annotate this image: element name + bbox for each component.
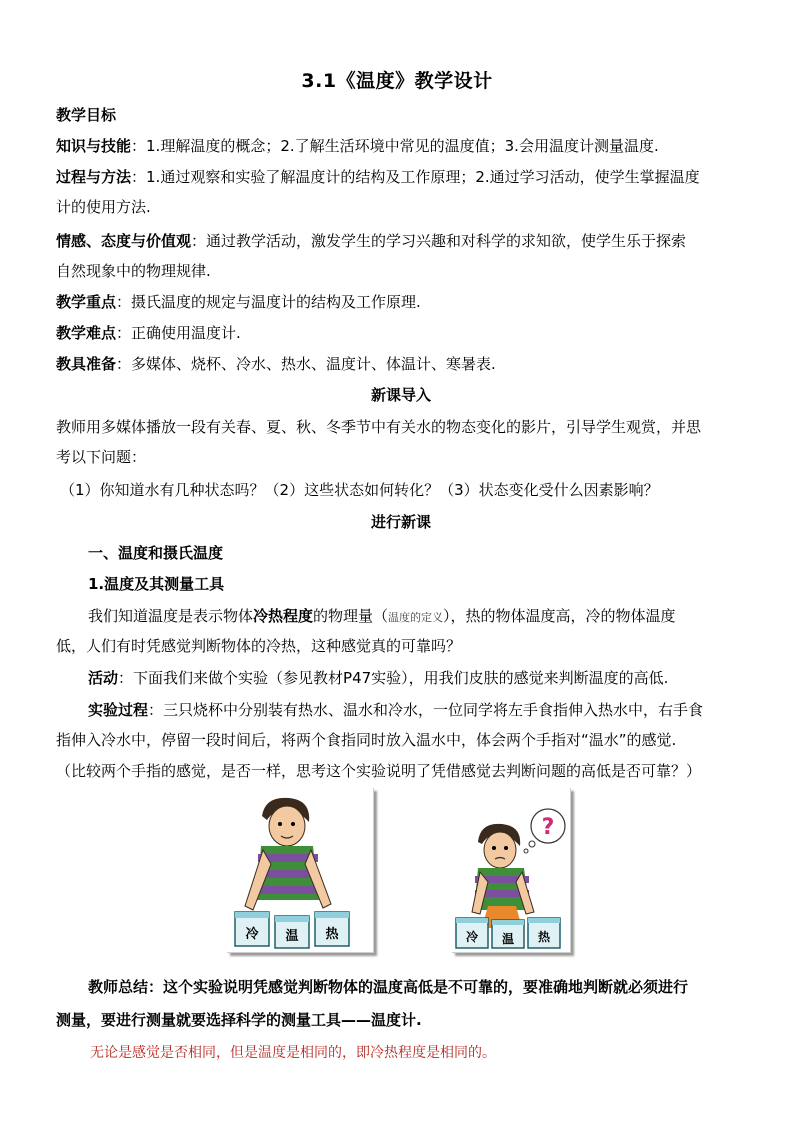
objectives-heading: 教学目标 [56, 106, 117, 124]
emotion-text-2: 自然现象中的物理规律. [56, 262, 211, 280]
experiment-line [88, 700, 778, 720]
difficulty-label: 教学难点 [56, 324, 117, 342]
beaker-label-hot: 热 [325, 927, 339, 942]
paragraph-1b: 低，人们有时凭感觉判断物体的冷热，这种感觉真的可靠吗？ [56, 637, 462, 655]
summary-line-2: 测量，要进行测量就要选择科学的测量工具——温度计. [56, 1011, 422, 1029]
difficulty-line [56, 323, 746, 343]
intro-text-2: 考以下问题： [56, 448, 147, 466]
paragraph-1a-post: ），热的物体温度高，冷的物体温度 [443, 607, 676, 625]
activity-label: 活动 [88, 669, 119, 687]
activity-line [88, 668, 778, 688]
subsection-heading-1: 1.温度及其测量工具 [88, 575, 225, 593]
section-heading-1: 一、温度和摄氏温度 [88, 544, 224, 562]
tools-line [56, 354, 746, 374]
emotion-line [56, 231, 746, 251]
experiment-text-3: （比较两个手指的感觉，是否一样，思考这个实验说明了凭借感觉去判断问题的高低是否可靠？） [56, 762, 702, 780]
question-mark-icon: ? [541, 815, 555, 840]
boy-left-illustration [227, 788, 373, 952]
activity-text: ：下面我们来做个实验（参见教材P47实验），用我们皮肤的感觉来判断温度的高低. [118, 669, 669, 687]
lesson-heading: 进行新课 [370, 513, 431, 531]
illustration-fingers-in-warm-water [452, 788, 571, 953]
key-points-line [56, 292, 746, 312]
handwritten-note: 无论是感觉是否相同，但是温度是相同的，即冷热程度是相同的。 [90, 1045, 496, 1061]
boy-right-illustration [452, 788, 570, 952]
intro-questions: （1）你知道水有几种状态吗？（2）这些状态如何转化？（3）状态变化受什么因素影响？ [60, 481, 659, 499]
beaker-label-cold-2: 冷 [465, 930, 479, 944]
beaker-label-warm-2: 温 [501, 932, 515, 946]
emotion-label: 情感、态度与价值观 [56, 232, 192, 250]
beaker-label-cold: 冷 [245, 927, 259, 942]
paragraph-1a-mid: 的物理量（ [313, 607, 389, 625]
paragraph-1a-bold: 冷热程度 [253, 607, 314, 625]
knowledge-label: 知识与技能 [56, 137, 132, 155]
difficulty-text: ：正确使用温度计. [116, 324, 241, 342]
tools-label: 教具准备 [56, 355, 117, 373]
beaker-label-warm: 温 [285, 929, 299, 944]
experiment-text-1: ：三只烧杯中分别装有热水、温水和冷水，一位同学将左手食指伸入热水中，右手食 [148, 701, 704, 719]
summary-line-1: 教师总结：这个实验说明凭感觉判断物体的温度高低是不可靠的，要准确地判断就必须进行 [88, 978, 689, 996]
process-text-2: 计的使用方法. [56, 198, 151, 216]
document-title: 3.1《温度》教学设计 [301, 70, 493, 92]
key-points-text: ：摄氏温度的规定与温度计的结构及工作原理. [116, 293, 421, 311]
experiment-text-2: 指伸入冷水中，停留一段时间后，将两个食指同时放入温水中，体会两个手指对“温水”的感觉. [56, 731, 677, 749]
process-text-1: ：1.通过观察和实验了解温度计的结构及工作原理；2.通过学习活动，使学生掌握温度 [131, 168, 700, 186]
process-label: 过程与方法 [56, 168, 132, 186]
definition-note: 温度的定义 [388, 611, 444, 624]
tools-text: ：多媒体、烧杯、冷水、热水、温度计、体温计、寒暑表. [116, 355, 496, 373]
knowledge-text: ：1.理解温度的概念；2.了解生活环境中常见的温度值；3.会用温度计测量温度. [131, 137, 659, 155]
thought-bubble [524, 809, 565, 853]
paragraph-1a [88, 606, 778, 628]
knowledge-line [56, 136, 746, 156]
process-line [56, 167, 746, 187]
illustration-fingers-in-beakers [227, 788, 374, 953]
key-points-label: 教学重点 [56, 293, 117, 311]
intro-heading: 新课导入 [370, 386, 431, 404]
beaker-label-hot-2: 热 [537, 930, 551, 944]
intro-text-1: 教师用多媒体播放一段有关春、夏、秋、冬季节中有关水的物态变化的影片，引导学生观赏，并思 [56, 418, 702, 436]
experiment-label: 实验过程 [88, 701, 149, 719]
paragraph-1a-pre: 我们知道温度是表示物体 [88, 607, 254, 625]
emotion-text-1: ：通过教学活动，激发学生的学习兴趣和对科学的求知欲，使学生乐于探索 [191, 232, 687, 250]
